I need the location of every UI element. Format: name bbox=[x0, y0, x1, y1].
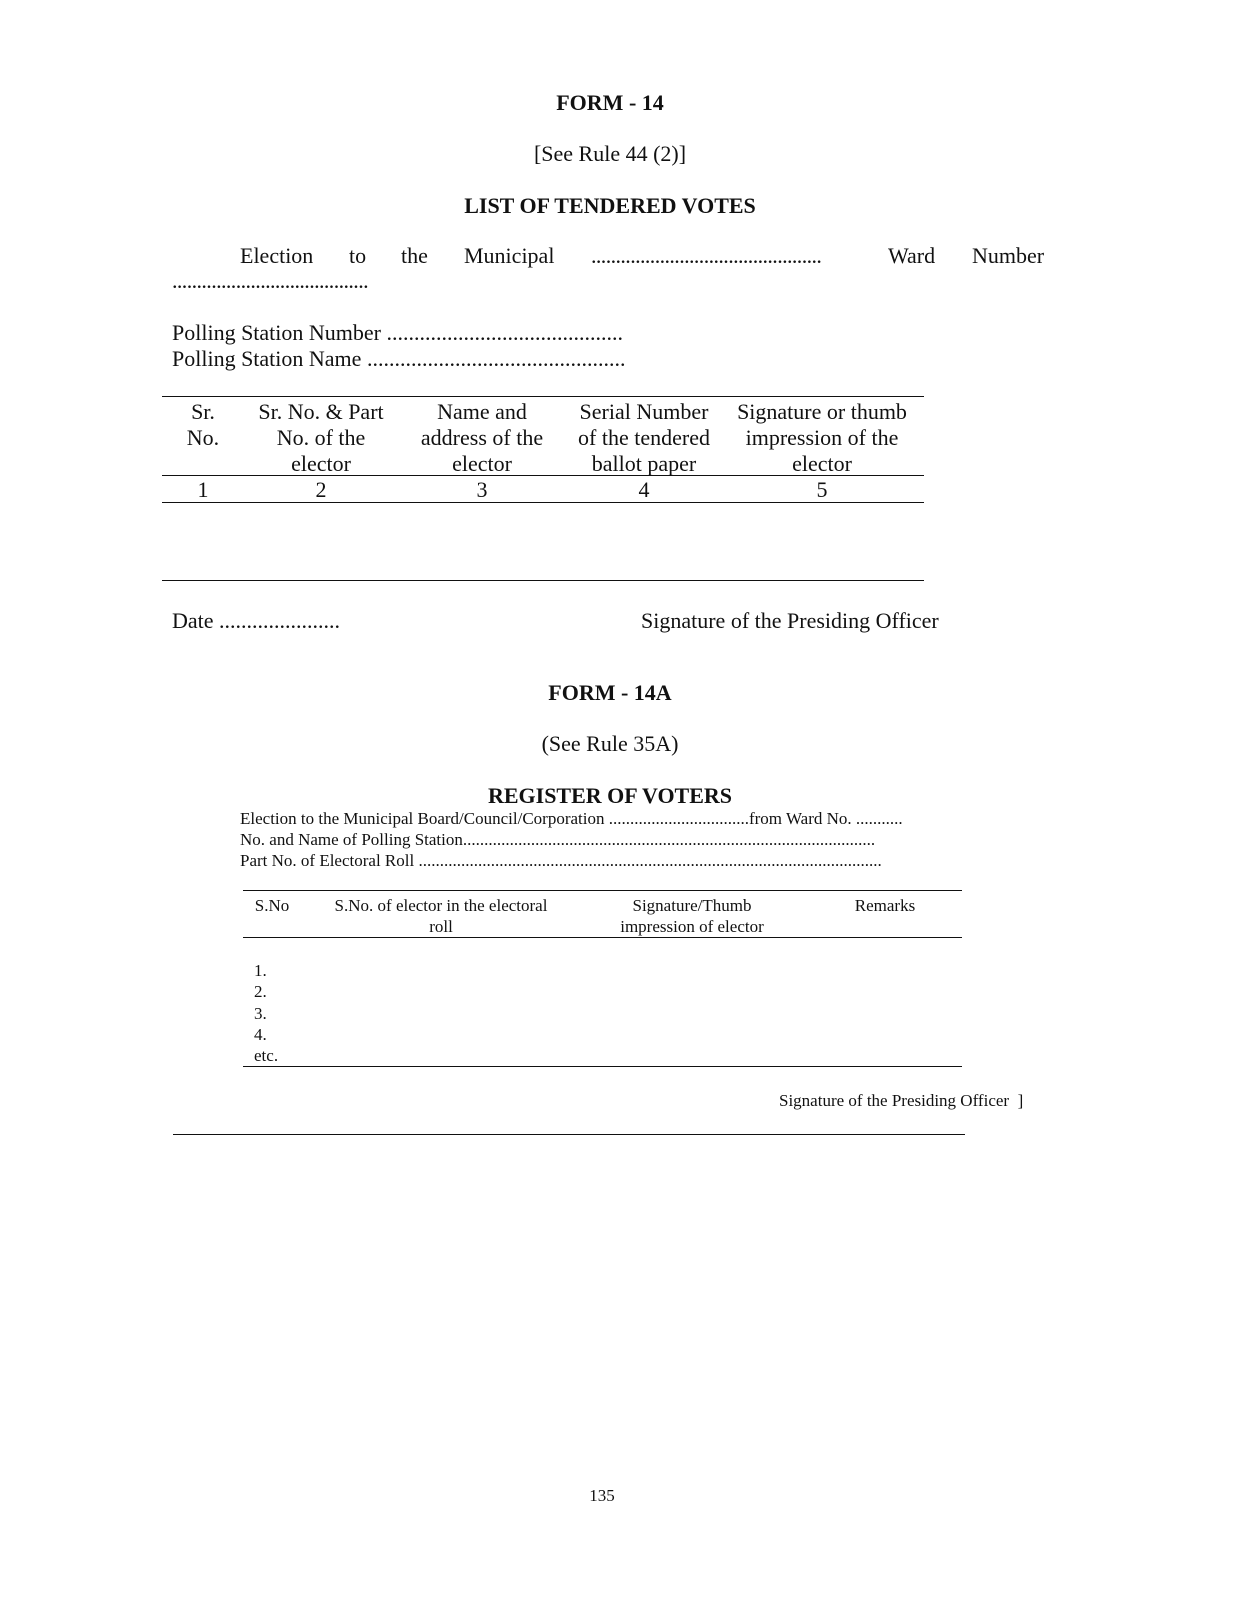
register-header-signature: Signature/Thumb impression of elector bbox=[620, 896, 764, 936]
header-serial-number: Serial Number of the tendered ballot paper bbox=[578, 399, 710, 476]
register-row-etc: etc. bbox=[254, 1046, 279, 1065]
register-header-rule bbox=[243, 937, 962, 938]
table-bottom-rule bbox=[162, 580, 924, 581]
column-number-4: 4 bbox=[638, 477, 650, 502]
register-bottom-rule bbox=[243, 1066, 962, 1067]
form14a-title: FORM - 14A bbox=[548, 680, 672, 705]
polling-station-name: Polling Station Name ............................................... bbox=[172, 346, 626, 371]
the-word: the bbox=[401, 243, 428, 268]
number-word: Number bbox=[972, 243, 1045, 268]
register-row-2: 2. bbox=[254, 982, 267, 1001]
table-top-rule bbox=[162, 396, 924, 397]
column-number-2: 2 bbox=[315, 477, 327, 502]
register-row-3: 3. bbox=[254, 1004, 267, 1023]
form14-rule: [See Rule 44 (2)] bbox=[533, 141, 687, 166]
register-row-1: 1. bbox=[254, 961, 267, 980]
ward-number-dots: ........................................ bbox=[172, 268, 369, 293]
polling-station-line: No. and Name of Polling Station................................................................................................. bbox=[240, 830, 876, 849]
election-word: Election bbox=[240, 243, 314, 268]
date-field: Date ...................... bbox=[172, 608, 341, 633]
polling-station-number: Polling Station Number ........................................... bbox=[172, 320, 623, 345]
presiding-officer-signature: Signature of the Presiding Officer bbox=[641, 608, 939, 633]
form14a-heading: REGISTER OF VOTERS bbox=[487, 783, 733, 808]
register-header-sno: S.No bbox=[254, 896, 290, 915]
page-bottom-rule bbox=[173, 1134, 965, 1135]
column-number-1: 1 bbox=[197, 477, 209, 502]
header-signature: Signature or thumb impression of the elector bbox=[737, 399, 907, 476]
column-number-5: 5 bbox=[816, 477, 828, 502]
header-part-no: Sr. No. & Part No. of the elector bbox=[258, 399, 384, 476]
form14-title: FORM - 14 bbox=[556, 90, 664, 115]
form14a-rule: (See Rule 35A) bbox=[541, 731, 679, 756]
election-board-line: Election to the Municipal Board/Council/Corporation .................................from Ward No. ........... bbox=[240, 809, 903, 828]
register-top-rule bbox=[243, 890, 962, 891]
form14-heading: LIST OF TENDERED VOTES bbox=[464, 193, 756, 218]
table-number-rule bbox=[162, 502, 924, 503]
register-presiding-officer-signature: Signature of the Presiding Officer ] bbox=[779, 1091, 1024, 1110]
page-number: 135 bbox=[589, 1486, 615, 1505]
header-name-address: Name and address of the elector bbox=[420, 399, 544, 476]
register-header-remarks: Remarks bbox=[854, 896, 916, 915]
municipal-word: Municipal bbox=[464, 243, 555, 268]
register-header-elector-sno: S.No. of elector in the electoral roll bbox=[334, 896, 548, 936]
ward-word: Ward bbox=[888, 243, 936, 268]
register-row-4: 4. bbox=[254, 1025, 267, 1044]
to-word: to bbox=[349, 243, 367, 268]
table-header-rule bbox=[162, 475, 924, 476]
column-number-3: 3 bbox=[476, 477, 488, 502]
municipal-dots: ............................................... bbox=[591, 243, 822, 268]
header-sr-no: Sr. No. bbox=[186, 399, 220, 450]
electoral-roll-line: Part No. of Electoral Roll ............................................................................................................. bbox=[240, 851, 882, 870]
